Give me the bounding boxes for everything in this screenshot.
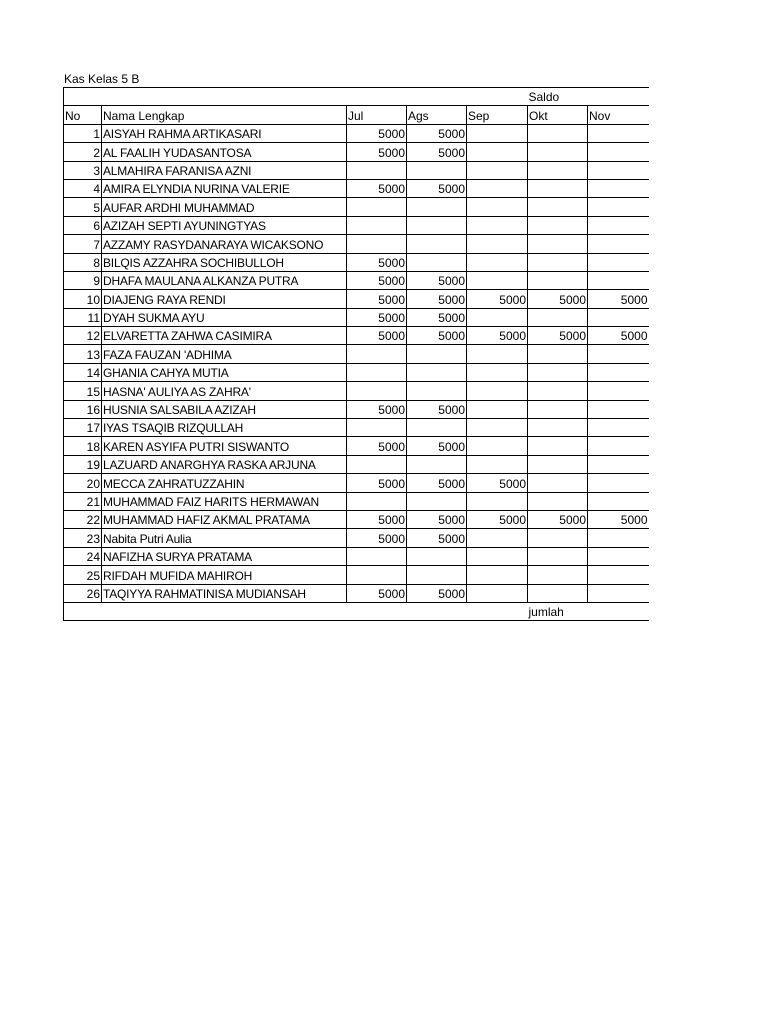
cell-nov (588, 382, 649, 400)
cell-okt (528, 235, 588, 253)
cell-sep (467, 400, 528, 418)
table-row (64, 455, 649, 473)
cell-no: 6 (64, 216, 102, 234)
table-row (64, 179, 649, 197)
cell-nov (588, 529, 649, 547)
cell-ags (407, 253, 467, 271)
cell-no: 24 (64, 547, 102, 565)
table-row (64, 290, 649, 308)
cell-sep (467, 308, 528, 326)
cell-nov (588, 198, 649, 216)
cell-okt (528, 474, 588, 492)
cell-no: 5 (64, 198, 102, 216)
cell-ags: 5000 (407, 529, 467, 547)
cell-jul: 5000 (347, 327, 407, 345)
cell-name: MUHAMMAD FAIZ HARITS HERMAWAN (102, 492, 347, 510)
cell-okt (528, 584, 588, 602)
table-row (64, 547, 649, 565)
cell-name: RIFDAH MUFIDA MAHIROH (102, 566, 347, 584)
cell-jul: 5000 (347, 124, 407, 142)
cell-okt (528, 124, 588, 142)
cell-ags: 5000 (407, 271, 467, 289)
cell-sep (467, 492, 528, 510)
cell-ags (407, 235, 467, 253)
cell-nov (588, 492, 649, 510)
cell-no: 2 (64, 143, 102, 161)
cell-name: BILQIS AZZAHRA SOCHIBULLOH (102, 253, 347, 271)
cell-ags (407, 382, 467, 400)
cell-sep (467, 124, 528, 142)
cell-name: DYAH SUKMA AYU (102, 308, 347, 326)
cell-sep (467, 345, 528, 363)
cell-no: 7 (64, 235, 102, 253)
cell-okt (528, 161, 588, 179)
cell-jul: 5000 (347, 271, 407, 289)
cell-no: 11 (64, 308, 102, 326)
cell-sep (467, 253, 528, 271)
cell-nov (588, 179, 649, 197)
cell-jul: 5000 (347, 529, 407, 547)
cell-sep (467, 235, 528, 253)
cell-name: DHAFA MAULANA ALKANZA PUTRA (102, 271, 347, 289)
cell-jul: 5000 (347, 143, 407, 161)
cell-name: MUHAMMAD HAFIZ AKMAL PRATAMA (102, 510, 347, 528)
table-row (64, 566, 649, 584)
cell-name: HASNA' AULIYA AS ZAHRA' (102, 382, 347, 400)
cell-jul (347, 235, 407, 253)
cell-okt (528, 345, 588, 363)
cell-nov (588, 547, 649, 565)
cell-ags (407, 455, 467, 473)
cell-sep: 5000 (467, 290, 528, 308)
cell-okt: 5000 (528, 510, 588, 528)
cell-no: 18 (64, 437, 102, 455)
table-row (64, 271, 649, 289)
cell-okt (528, 419, 588, 437)
table-row (64, 124, 649, 142)
cell-nov (588, 345, 649, 363)
cell-name: NAFIZHA SURYA PRATAMA (102, 547, 347, 565)
cell-sep (467, 271, 528, 289)
cell-no: 14 (64, 363, 102, 381)
cell-okt (528, 492, 588, 510)
cell-jul (347, 161, 407, 179)
cell-nov (588, 584, 649, 602)
cell-no: 22 (64, 510, 102, 528)
saldo-label: Saldo (528, 88, 649, 106)
cell-okt (528, 253, 588, 271)
cell-name: LAZUARD ANARGHYA RASKA ARJUNA (102, 455, 347, 473)
cell-ags: 5000 (407, 124, 467, 142)
cell-no: 3 (64, 161, 102, 179)
cell-nov (588, 271, 649, 289)
cell-okt (528, 308, 588, 326)
cell-jul: 5000 (347, 290, 407, 308)
cell-name: AL FAALIH YUDASANTOSA (102, 143, 347, 161)
header-ags: Ags (407, 106, 467, 124)
cell-nov (588, 419, 649, 437)
cell-nov (588, 253, 649, 271)
cell-sep (467, 529, 528, 547)
header-nov: Nov (588, 106, 649, 124)
saldo-row (64, 88, 649, 106)
cell-okt (528, 198, 588, 216)
cell-okt (528, 437, 588, 455)
cell-name: ALMAHIRA FARANISA AZNI (102, 161, 347, 179)
cell-okt (528, 363, 588, 381)
cell-nov (588, 400, 649, 418)
table-row (64, 161, 649, 179)
cell-sep (467, 547, 528, 565)
cell-sep (467, 419, 528, 437)
cell-ags: 5000 (407, 327, 467, 345)
cell-name: IYAS TSAQIB RIZQULLAH (102, 419, 347, 437)
cell-jul (347, 345, 407, 363)
cell-ags: 5000 (407, 510, 467, 528)
cell-sep (467, 455, 528, 473)
table-row (64, 437, 649, 455)
table-row (64, 400, 649, 418)
cell-okt (528, 566, 588, 584)
header-name: Nama Lengkap (102, 106, 347, 124)
kas-table (63, 87, 649, 621)
cell-okt: 5000 (528, 290, 588, 308)
header-no: No (64, 106, 102, 124)
cell-sep (467, 143, 528, 161)
cell-name: MECCA ZAHRATUZZAHIN (102, 474, 347, 492)
cell-no: 16 (64, 400, 102, 418)
cell-jul: 5000 (347, 253, 407, 271)
cell-nov: 5000 (588, 327, 649, 345)
cell-ags (407, 198, 467, 216)
cell-sep (467, 382, 528, 400)
sheet-title: Kas Kelas 5 B (64, 72, 140, 86)
table-row (64, 198, 649, 216)
cell-no: 9 (64, 271, 102, 289)
cell-sep (467, 437, 528, 455)
cell-nov (588, 161, 649, 179)
cell-nov (588, 124, 649, 142)
cell-okt (528, 179, 588, 197)
cell-jul (347, 455, 407, 473)
table-row (64, 510, 649, 528)
cell-okt (528, 400, 588, 418)
cell-sep (467, 584, 528, 602)
cell-nov (588, 363, 649, 381)
jumlah-label: jumlah (528, 602, 649, 620)
cell-jul: 5000 (347, 584, 407, 602)
cell-name: AZZAMY RASYDANARAYA WICAKSONO (102, 235, 347, 253)
cell-nov (588, 235, 649, 253)
cell-ags (407, 345, 467, 363)
cell-name: DIAJENG RAYA RENDI (102, 290, 347, 308)
cell-jul: 5000 (347, 437, 407, 455)
cell-name: AUFAR ARDHI MUHAMMAD (102, 198, 347, 216)
cell-ags (407, 216, 467, 234)
cell-ags: 5000 (407, 474, 467, 492)
cell-jul (347, 547, 407, 565)
cell-no: 21 (64, 492, 102, 510)
table-row (64, 382, 649, 400)
cell-name: FAZA FAUZAN 'ADHIMA (102, 345, 347, 363)
cell-okt (528, 143, 588, 161)
table-row (64, 143, 649, 161)
cell-nov: 5000 (588, 290, 649, 308)
table-row (64, 474, 649, 492)
cell-jul (347, 566, 407, 584)
cell-no: 4 (64, 179, 102, 197)
footer-row (64, 602, 649, 620)
cell-okt (528, 382, 588, 400)
cell-no: 17 (64, 419, 102, 437)
cell-no: 13 (64, 345, 102, 363)
cell-nov (588, 474, 649, 492)
cell-name: TAQIYYA RAHMATINISA MUDIANSAH (102, 584, 347, 602)
cell-jul: 5000 (347, 400, 407, 418)
cell-jul: 5000 (347, 308, 407, 326)
cell-ags: 5000 (407, 290, 467, 308)
cell-sep (467, 161, 528, 179)
cell-no: 8 (64, 253, 102, 271)
cell-nov (588, 455, 649, 473)
header-sep: Sep (467, 106, 528, 124)
table-row (64, 584, 649, 602)
cell-jul (347, 419, 407, 437)
cell-okt (528, 547, 588, 565)
cell-no: 20 (64, 474, 102, 492)
cell-no: 15 (64, 382, 102, 400)
table-row (64, 253, 649, 271)
table-row (64, 345, 649, 363)
cell-jul (347, 492, 407, 510)
cell-okt (528, 455, 588, 473)
header-row (64, 106, 649, 124)
table-row (64, 419, 649, 437)
cell-jul: 5000 (347, 474, 407, 492)
cell-sep: 5000 (467, 474, 528, 492)
cell-sep (467, 179, 528, 197)
header-jul: Jul (347, 106, 407, 124)
cell-ags: 5000 (407, 400, 467, 418)
cell-sep (467, 566, 528, 584)
cell-jul (347, 363, 407, 381)
cell-no: 25 (64, 566, 102, 584)
cell-name: AISYAH RAHMA ARTIKASARI (102, 124, 347, 142)
cell-nov: 5000 (588, 510, 649, 528)
table-row (64, 327, 649, 345)
cell-okt: 5000 (528, 327, 588, 345)
cell-name: AZIZAH SEPTI AYUNINGTYAS (102, 216, 347, 234)
table-row (64, 492, 649, 510)
cell-ags (407, 566, 467, 584)
cell-name: ELVARETTA ZAHWA CASIMIRA (102, 327, 347, 345)
cell-name: GHANIA CAHYA MUTIA (102, 363, 347, 381)
cell-sep (467, 198, 528, 216)
cell-sep: 5000 (467, 327, 528, 345)
table-row (64, 529, 649, 547)
cell-sep (467, 363, 528, 381)
cell-ags: 5000 (407, 584, 467, 602)
cell-jul: 5000 (347, 510, 407, 528)
cell-jul (347, 216, 407, 234)
header-okt: Okt (528, 106, 588, 124)
cell-no: 1 (64, 124, 102, 142)
cell-no: 19 (64, 455, 102, 473)
cell-name: KAREN ASYIFA PUTRI SISWANTO (102, 437, 347, 455)
cell-ags (407, 363, 467, 381)
cell-name: Nabita Putri Aulia (102, 529, 347, 547)
cell-jul (347, 382, 407, 400)
cell-nov (588, 143, 649, 161)
cell-name: HUSNIA SALSABILA AZIZAH (102, 400, 347, 418)
cell-ags (407, 547, 467, 565)
cell-ags: 5000 (407, 143, 467, 161)
cell-jul: 5000 (347, 179, 407, 197)
cell-no: 26 (64, 584, 102, 602)
table-row (64, 235, 649, 253)
cell-no: 12 (64, 327, 102, 345)
cell-ags (407, 419, 467, 437)
cell-ags: 5000 (407, 308, 467, 326)
cell-okt (528, 216, 588, 234)
cell-sep: 5000 (467, 510, 528, 528)
cell-nov (588, 566, 649, 584)
cell-sep (467, 216, 528, 234)
cell-no: 10 (64, 290, 102, 308)
cell-nov (588, 216, 649, 234)
cell-ags (407, 492, 467, 510)
table-row (64, 363, 649, 381)
table-row (64, 308, 649, 326)
cell-nov (588, 437, 649, 455)
cell-name: AMIRA ELYNDIA NURINA VALERIE (102, 179, 347, 197)
cell-ags: 5000 (407, 437, 467, 455)
cell-ags: 5000 (407, 179, 467, 197)
cell-no: 23 (64, 529, 102, 547)
cell-nov (588, 308, 649, 326)
table-row (64, 216, 649, 234)
cell-okt (528, 529, 588, 547)
cell-jul (347, 198, 407, 216)
cell-okt (528, 271, 588, 289)
cell-ags (407, 161, 467, 179)
